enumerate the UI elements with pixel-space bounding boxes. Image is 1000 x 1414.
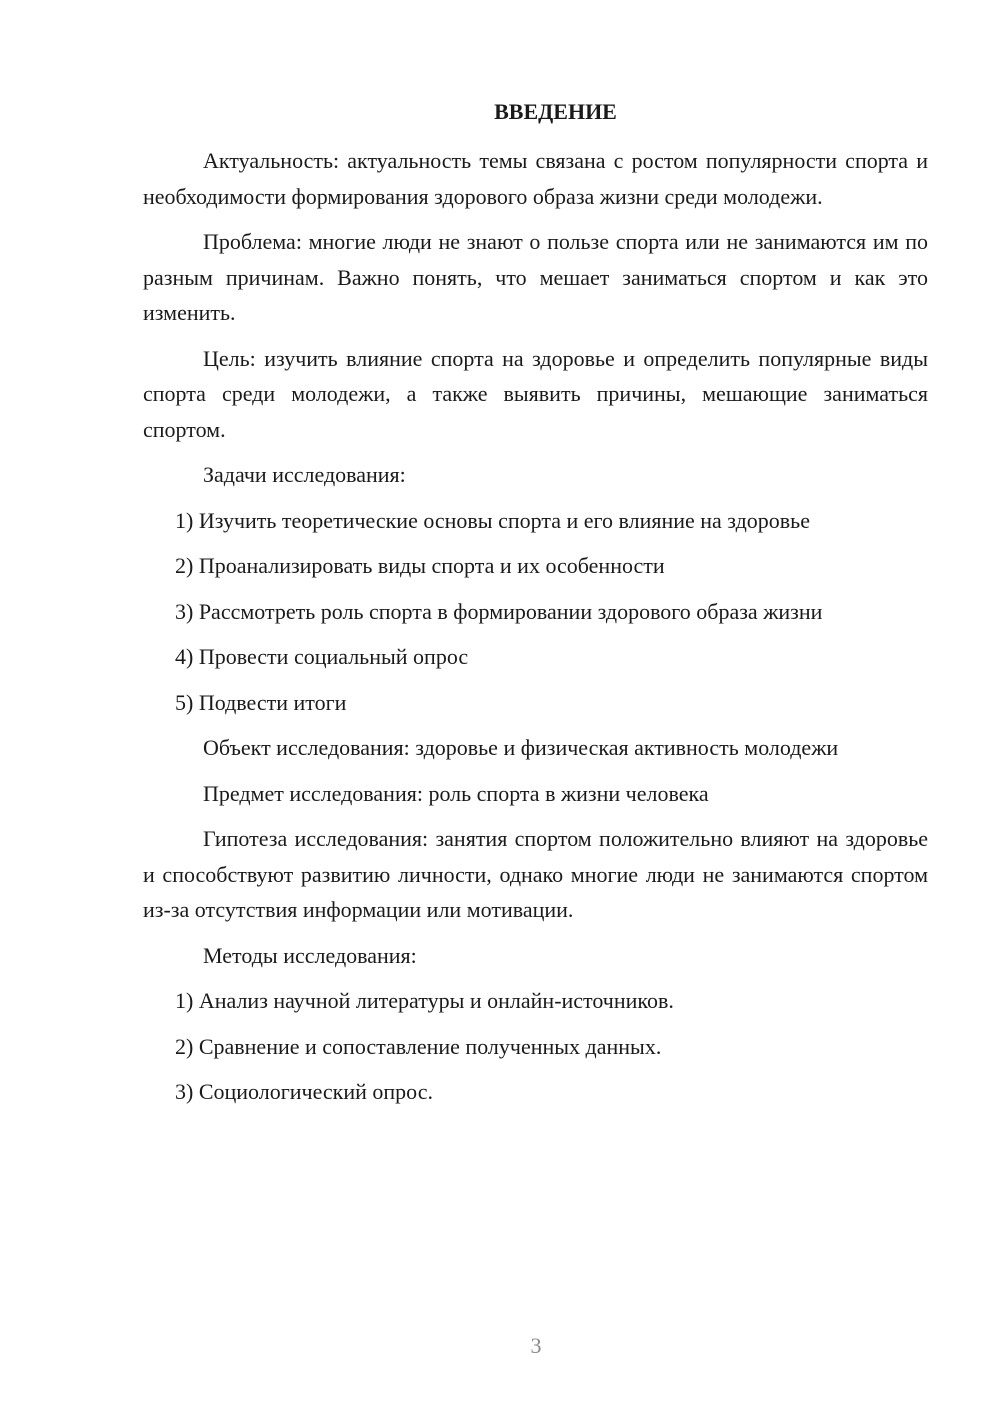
page-number: 3 bbox=[530, 1333, 542, 1358]
page-content bbox=[143, 94, 928, 1120]
method-item: 2) Сравнение и сопоставление полученных данных. bbox=[175, 1033, 662, 1059]
task-item: 3) Рассмотреть роль спорта в формировании здорового образа жизни bbox=[175, 598, 823, 624]
research-subject: Предмет исследования: роль спорта в жизни человека bbox=[203, 780, 709, 806]
task-item: 5) Подвести итоги bbox=[175, 689, 347, 715]
goal-paragraph: Цель: изучить влияние спорта на здоровье и определить популярные виды спорта среди молодежи, а также выявить причины, мешающие заниматься спортом. bbox=[143, 345, 928, 442]
section-title: ВВЕДЕНИЕ bbox=[494, 99, 617, 124]
method-item: 3) Социологический опрос. bbox=[175, 1079, 433, 1104]
task-item: 4) Провести социальный опрос bbox=[175, 644, 469, 669]
task-item: 1) Изучить теоретические основы спорта и его влияние на здоровье bbox=[175, 507, 810, 533]
tasks-heading: Задачи исследования: bbox=[203, 462, 406, 487]
research-object: Объект исследования: здоровье и физическая активность молодежи bbox=[203, 735, 839, 760]
relevance-paragraph: Актуальность: актуальность темы связана с ростом популярности спорта и необходимости формирования здорового образа жизни среди молодежи. bbox=[143, 148, 928, 209]
methods-heading: Методы исследования: bbox=[203, 942, 417, 968]
problem-paragraph: Проблема: многие люди не знают о пользе спорта или не занимаются им по разным причинам. Важно понять, что мешает заниматься спортом и как это изменить. bbox=[143, 229, 928, 325]
task-item: 2) Проанализировать виды спорта и их особенности bbox=[175, 553, 665, 578]
method-item: 1) Анализ научной литературы и онлайн-источников. bbox=[175, 988, 674, 1013]
hypothesis-paragraph: Гипотеза исследования: занятия спортом положительно влияют на здоровье и способствуют развитию личности, однако многие люди не занимаются спортом из-за отсутствия информации или мотивации. bbox=[143, 826, 928, 922]
